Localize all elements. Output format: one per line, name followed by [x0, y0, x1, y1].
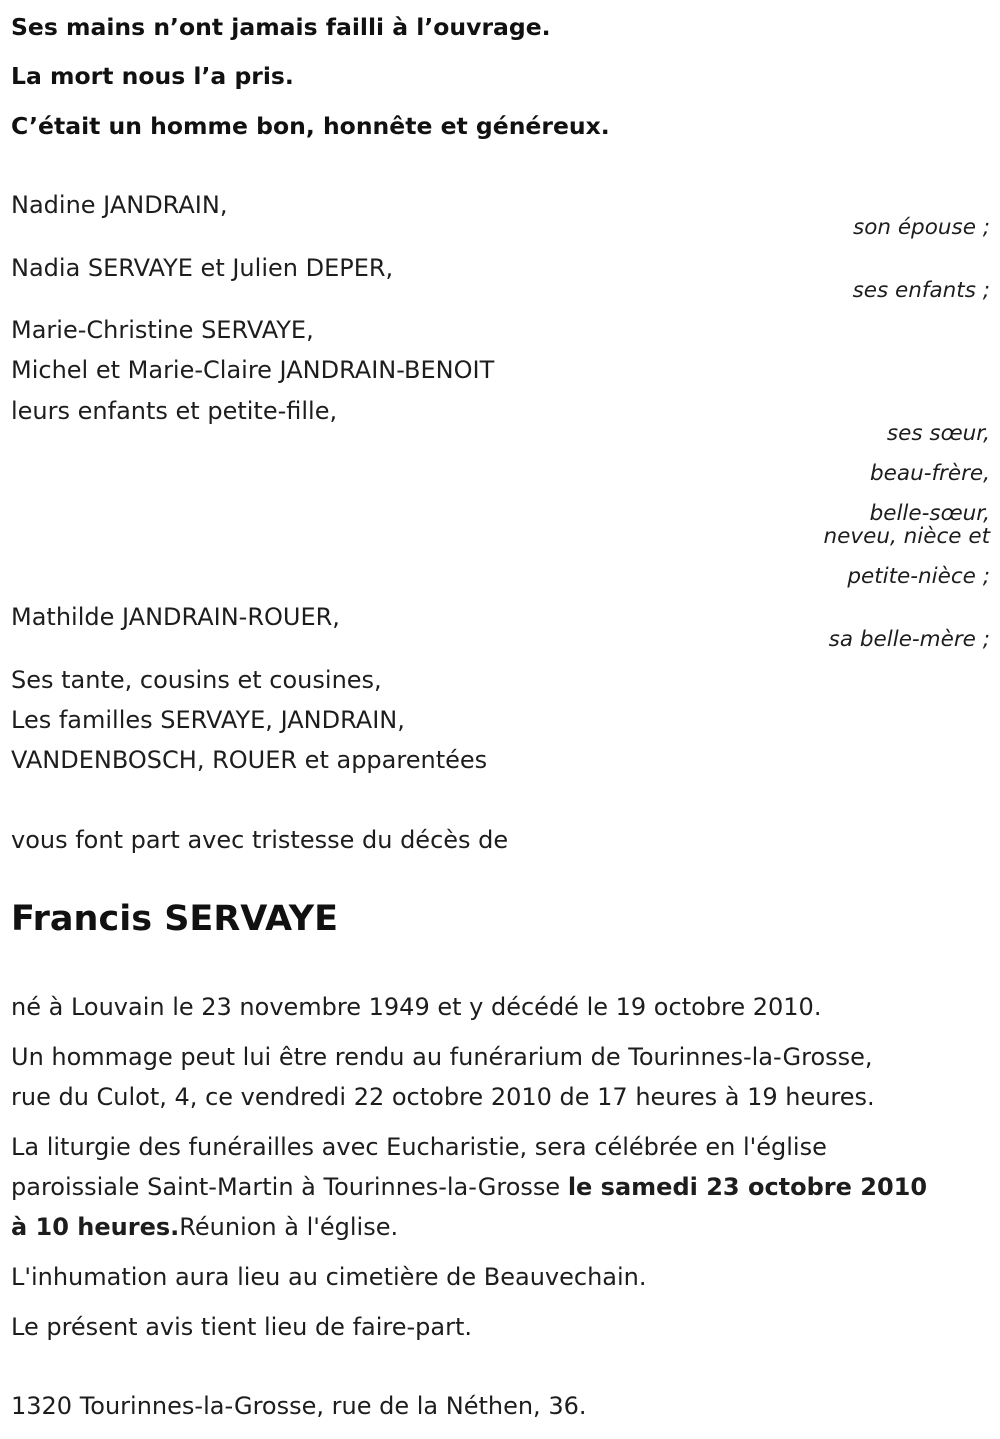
- spouse-name: Nadine JANDRAIN,: [11, 191, 228, 219]
- epigraph-line-2: La mort nous l’a pris.: [11, 62, 294, 90]
- sibling-role-4: neveu, nièce et: [823, 524, 990, 549]
- tribute-line-2: rue du Culot, 4, ce vendredi 22 octobre 2010 de 17 heures à 19 heures.: [11, 1083, 875, 1111]
- liturgy-line-2: [11, 1172, 927, 1202]
- liturgy-meeting-text: Réunion à l'église.: [179, 1213, 399, 1241]
- mother-in-law-name: Mathilde JANDRAIN-ROUER,: [11, 603, 340, 631]
- notice-text: Le présent avis tient lieu de faire-part.: [11, 1313, 473, 1341]
- sibling-role-3: belle-sœur,: [869, 501, 990, 526]
- sibling-line-2: Michel et Marie-Claire JANDRAIN-BENOIT: [11, 356, 495, 384]
- deceased-name: Francis SERVAYE: [11, 899, 338, 939]
- sibling-line-3: leurs enfants et petite-fille,: [11, 397, 338, 425]
- epigraph-line-1: Ses mains n’ont jamais failli à l’ouvrage.: [11, 13, 551, 41]
- liturgy-line-3: [11, 1212, 398, 1242]
- announcement-text: vous font part avec tristesse du décès de: [11, 826, 509, 854]
- liturgy-line-1: La liturgie des funérailles avec Eucharistie, sera célébrée en l'église: [11, 1133, 827, 1161]
- others-line-3: VANDENBOSCH, ROUER et apparentées: [11, 746, 488, 774]
- liturgy-time-bold: à 10 heures.: [11, 1213, 180, 1241]
- sibling-role-1: ses sœur,: [886, 421, 990, 446]
- sibling-role-5: petite-nièce ;: [847, 564, 990, 589]
- sibling-line-1: Marie-Christine SERVAYE,: [11, 316, 314, 344]
- children-role: ses enfants ;: [852, 278, 990, 303]
- birth-death-text: né à Louvain le 23 novembre 1949 et y décédé le 19 octobre 2010.: [11, 993, 822, 1021]
- liturgy-church-text: paroissiale Saint-Martin à Tourinnes-la-Grosse: [11, 1173, 568, 1201]
- liturgy-date-bold: le samedi 23 octobre 2010: [567, 1173, 928, 1201]
- others-line-2: Les familles SERVAYE, JANDRAIN,: [11, 706, 405, 734]
- sibling-role-2: beau-frère,: [870, 461, 990, 486]
- address-text: 1320 Tourinnes-la-Grosse, rue de la Néthen, 36.: [11, 1392, 587, 1420]
- tribute-line-1: Un hommage peut lui être rendu au funérarium de Tourinnes-la-Grosse,: [11, 1043, 873, 1071]
- spouse-role: son épouse ;: [853, 215, 990, 240]
- burial-text: L'inhumation aura lieu au cimetière de Beauvechain.: [11, 1263, 647, 1291]
- others-line-1: Ses tante, cousins et cousines,: [11, 666, 382, 694]
- children-names: Nadia SERVAYE et Julien DEPER,: [11, 254, 394, 282]
- epigraph-line-3: C’était un homme bon, honnête et généreux.: [11, 112, 610, 140]
- mother-in-law-role: sa belle-mère ;: [828, 627, 990, 652]
